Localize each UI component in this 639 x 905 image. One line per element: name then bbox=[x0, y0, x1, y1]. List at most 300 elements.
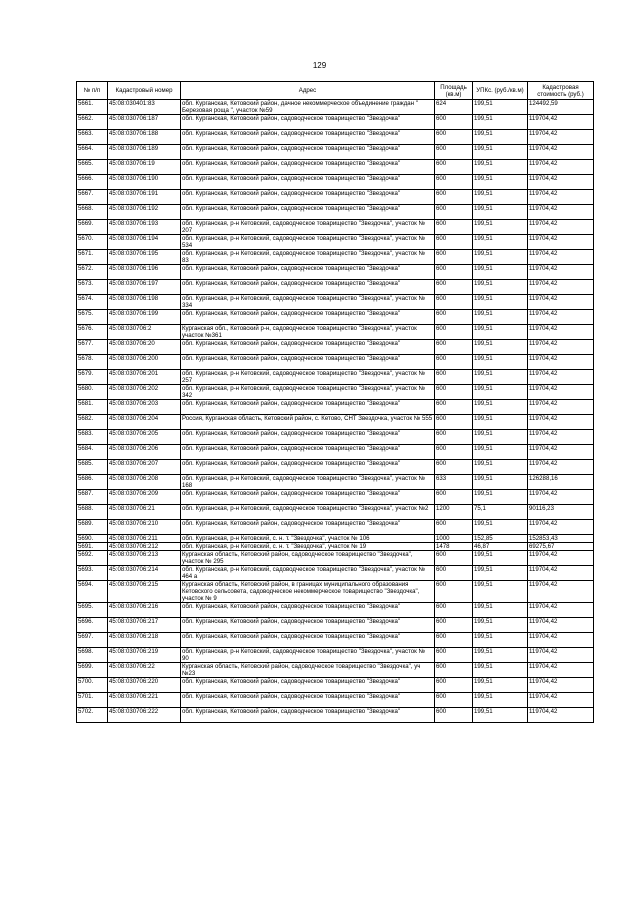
cell-cadastral-number: 45:08:030706:217 bbox=[108, 618, 181, 633]
cell-cadastral-number: 45:08:030706:187 bbox=[108, 115, 181, 130]
cell-area: 600 bbox=[435, 460, 473, 475]
cell-upks-value: 199,51 bbox=[473, 370, 528, 385]
cell-row-number: 5664. bbox=[77, 145, 108, 160]
table-row bbox=[77, 205, 594, 220]
cell-address: обл. Курганская, р-н Кетовский, садоводческое товарищество "Звездочка", участок № 464 а bbox=[181, 566, 435, 581]
cell-cadastral-cost: 119704,42 bbox=[528, 430, 594, 445]
cell-area: 633 bbox=[435, 475, 473, 490]
cell-upks-value: 199,51 bbox=[473, 490, 528, 505]
cell-upks-value: 199,51 bbox=[473, 205, 528, 220]
cell-address: обл. Курганская, р-н Кетовский, садоводческое товарищество "Звездочка", участок № 90 bbox=[181, 648, 435, 663]
header-area: Площадь (кв.м) bbox=[435, 82, 473, 100]
cell-row-number: 5685. bbox=[77, 460, 108, 475]
cell-address: обл. Курганская, р-н Кетовский, садоводческое товарищество "Звездочка", участок №2 bbox=[181, 505, 435, 520]
cell-upks-value: 199,51 bbox=[473, 145, 528, 160]
cell-row-number: 5684. bbox=[77, 445, 108, 460]
cell-address: обл. Курганская, Кетовский район, садоводческое товарищество "Звездочка" bbox=[181, 160, 435, 175]
cell-upks-value: 199,51 bbox=[473, 340, 528, 355]
table-row bbox=[77, 400, 594, 415]
cell-cadastral-cost: 119704,42 bbox=[528, 130, 594, 145]
table-row bbox=[77, 460, 594, 475]
cell-upks-value: 199,51 bbox=[473, 190, 528, 205]
cell-address: обл. Курганская, Кетовский район, дачное некоммерческое объединение граждан " Березовая роща ", участок №59 bbox=[181, 100, 435, 115]
cell-area: 600 bbox=[435, 566, 473, 581]
cell-row-number: 5670. bbox=[77, 235, 108, 250]
cell-row-number: 5698. bbox=[77, 648, 108, 663]
cell-cadastral-number: 45:08:030706:206 bbox=[108, 445, 181, 460]
cell-area: 600 bbox=[435, 618, 473, 633]
cell-cadastral-cost: 152853,43 bbox=[528, 535, 594, 543]
cell-address: обл. Курганская, Кетовский район, садоводческое товарищество "Звездочка" bbox=[181, 310, 435, 325]
table-row bbox=[77, 633, 594, 648]
cell-area: 600 bbox=[435, 295, 473, 310]
cell-upks-value: 199,51 bbox=[473, 663, 528, 678]
cell-cadastral-number: 45:08:030706:198 bbox=[108, 295, 181, 310]
table-row bbox=[77, 235, 594, 250]
table-row bbox=[77, 678, 594, 693]
table-row bbox=[77, 663, 594, 678]
cell-cadastral-number: 45:08:030706:192 bbox=[108, 205, 181, 220]
table-row bbox=[77, 145, 594, 160]
cell-cadastral-cost: 119704,42 bbox=[528, 663, 594, 678]
cell-cadastral-number: 45:08:030706:222 bbox=[108, 708, 181, 723]
cell-area: 600 bbox=[435, 385, 473, 400]
cell-cadastral-cost: 119704,42 bbox=[528, 355, 594, 370]
cell-cadastral-number: 45:08:030706:199 bbox=[108, 310, 181, 325]
cell-cadastral-number: 45:08:030706:196 bbox=[108, 265, 181, 280]
cell-area: 600 bbox=[435, 415, 473, 430]
cell-area: 600 bbox=[435, 355, 473, 370]
cell-area: 600 bbox=[435, 648, 473, 663]
cell-address: обл. Курганская, Кетовский район, садоводческое товарищество "Звездочка" bbox=[181, 460, 435, 475]
cell-cadastral-cost: 119704,42 bbox=[528, 145, 594, 160]
cell-address: обл. Курганская, Кетовский район, садоводческое товарищество "Звездочка" bbox=[181, 190, 435, 205]
table-row bbox=[77, 445, 594, 460]
cell-row-number: 5699. bbox=[77, 663, 108, 678]
cell-upks-value: 199,51 bbox=[473, 678, 528, 693]
header-number: № п/п bbox=[77, 82, 108, 100]
table-row bbox=[77, 250, 594, 265]
table-row bbox=[77, 535, 594, 543]
cell-row-number: 5678. bbox=[77, 355, 108, 370]
table-row bbox=[77, 475, 594, 490]
cell-area: 600 bbox=[435, 190, 473, 205]
cell-cadastral-number: 45:08:030706:210 bbox=[108, 520, 181, 535]
cell-area: 600 bbox=[435, 175, 473, 190]
cell-cadastral-cost: 119704,42 bbox=[528, 190, 594, 205]
cell-cadastral-number: 45:08:030706:195 bbox=[108, 250, 181, 265]
cell-area: 600 bbox=[435, 633, 473, 648]
cell-cadastral-number: 45:08:030706:2 bbox=[108, 325, 181, 340]
cell-cadastral-number: 45:08:030706:205 bbox=[108, 430, 181, 445]
cell-row-number: 5661. bbox=[77, 100, 108, 115]
cell-address: Курганская область, Кетовский район, в границах муниципального образования Кетовского сельсовета, садоводческое некоммерческое товарищество "Звездочка", участок № 9 bbox=[181, 581, 435, 603]
cell-row-number: 5681. bbox=[77, 400, 108, 415]
cell-address: обл. Курганская, Кетовский район, садоводческое товарищество "Звездочка" bbox=[181, 340, 435, 355]
cell-cadastral-cost: 124492,59 bbox=[528, 100, 594, 115]
cell-row-number: 5694. bbox=[77, 581, 108, 603]
cell-area: 600 bbox=[435, 603, 473, 618]
cell-address: обл. Курганская, Кетовский район, садоводческое товарищество "Звездочка" bbox=[181, 490, 435, 505]
cell-cadastral-cost: 119704,42 bbox=[528, 115, 594, 130]
table-row bbox=[77, 100, 594, 115]
table-row bbox=[77, 355, 594, 370]
cell-row-number: 5673. bbox=[77, 280, 108, 295]
cell-address: обл. Курганская, р-н Кетовский, садоводческое товарищество "Звездочка", участок № 207 bbox=[181, 220, 435, 235]
cell-upks-value: 199,51 bbox=[473, 603, 528, 618]
cell-cadastral-cost: 119704,42 bbox=[528, 415, 594, 430]
cell-cadastral-number: 45:08:030706:221 bbox=[108, 693, 181, 708]
cell-address: обл. Курганская, Кетовский район, садоводческое товарищество "Звездочка" bbox=[181, 175, 435, 190]
cell-area: 1478 bbox=[435, 543, 473, 551]
cell-address: обл. Курганская, Кетовский район, садоводческое товарищество "Звездочка" bbox=[181, 430, 435, 445]
cell-area: 600 bbox=[435, 250, 473, 265]
cell-cadastral-cost: 119704,42 bbox=[528, 445, 594, 460]
header-cadastral-number: Кадастровый номер bbox=[108, 82, 181, 100]
cell-cadastral-cost: 119704,42 bbox=[528, 460, 594, 475]
table-row bbox=[77, 385, 594, 400]
cell-cadastral-cost: 119704,42 bbox=[528, 551, 594, 566]
table-row bbox=[77, 115, 594, 130]
table-row bbox=[77, 130, 594, 145]
cell-cadastral-cost: 119704,42 bbox=[528, 633, 594, 648]
cell-cadastral-number: 45:08:030706:201 bbox=[108, 370, 181, 385]
cell-upks-value: 199,51 bbox=[473, 618, 528, 633]
table-header-row bbox=[77, 82, 594, 100]
cell-area: 600 bbox=[435, 445, 473, 460]
cell-cadastral-cost: 119704,42 bbox=[528, 400, 594, 415]
cell-row-number: 5700. bbox=[77, 678, 108, 693]
cell-address: обл. Курганская, Кетовский район, садоводческое товарищество "Звездочка" bbox=[181, 265, 435, 280]
cell-area: 600 bbox=[435, 205, 473, 220]
cell-upks-value: 75,1 bbox=[473, 505, 528, 520]
cell-row-number: 5690. bbox=[77, 535, 108, 543]
cell-upks-value: 199,51 bbox=[473, 445, 528, 460]
table-row bbox=[77, 520, 594, 535]
cell-upks-value: 199,51 bbox=[473, 520, 528, 535]
cell-address: обл. Курганская, Кетовский район, садоводческое товарищество "Звездочка" bbox=[181, 520, 435, 535]
cell-area: 600 bbox=[435, 115, 473, 130]
cell-upks-value: 199,51 bbox=[473, 385, 528, 400]
cell-row-number: 5687. bbox=[77, 490, 108, 505]
cell-cadastral-cost: 90116,23 bbox=[528, 505, 594, 520]
table-row bbox=[77, 566, 594, 581]
cell-area: 600 bbox=[435, 265, 473, 280]
cell-cadastral-cost: 119704,42 bbox=[528, 618, 594, 633]
cell-row-number: 5674. bbox=[77, 295, 108, 310]
table-row bbox=[77, 325, 594, 340]
cell-cadastral-number: 45:08:030706:209 bbox=[108, 490, 181, 505]
cell-row-number: 5666. bbox=[77, 175, 108, 190]
table-row bbox=[77, 160, 594, 175]
cell-address: обл. Курганская, Кетовский район, садоводческое товарищество "Звездочка" bbox=[181, 130, 435, 145]
cell-area: 600 bbox=[435, 220, 473, 235]
cell-address: обл. Курганская, Кетовский район, садоводческое товарищество "Звездочка" bbox=[181, 445, 435, 460]
cell-cadastral-cost: 119704,42 bbox=[528, 648, 594, 663]
cell-upks-value: 199,51 bbox=[473, 130, 528, 145]
table-row bbox=[77, 551, 594, 566]
table-row bbox=[77, 295, 594, 310]
cell-row-number: 5677. bbox=[77, 340, 108, 355]
cell-row-number: 5675. bbox=[77, 310, 108, 325]
cell-area: 600 bbox=[435, 551, 473, 566]
cell-area: 600 bbox=[435, 160, 473, 175]
cell-upks-value: 199,51 bbox=[473, 115, 528, 130]
cell-row-number: 5688. bbox=[77, 505, 108, 520]
cell-area: 600 bbox=[435, 340, 473, 355]
cell-row-number: 5693. bbox=[77, 566, 108, 581]
cell-upks-value: 199,51 bbox=[473, 100, 528, 115]
cell-row-number: 5668. bbox=[77, 205, 108, 220]
header-address: Адрес bbox=[181, 82, 435, 100]
cell-upks-value: 152,85 bbox=[473, 535, 528, 543]
table-row bbox=[77, 415, 594, 430]
cell-address: обл. Курганская, р-н Кетовский, садоводческое товарищество "Звездочка", участок № 168 bbox=[181, 475, 435, 490]
cell-upks-value: 199,51 bbox=[473, 415, 528, 430]
cell-address: Курганская обл., Кетовский р-н, садоводческое товарищество "Звездочка", участок участок №361 bbox=[181, 325, 435, 340]
cell-cadastral-number: 45:08:030401:83 bbox=[108, 100, 181, 115]
cell-row-number: 5682. bbox=[77, 415, 108, 430]
cell-row-number: 5692. bbox=[77, 551, 108, 566]
cell-cadastral-number: 45:08:030706:193 bbox=[108, 220, 181, 235]
table-row bbox=[77, 693, 594, 708]
cell-address: обл. Курганская, Кетовский район, садоводческое товарищество "Звездочка" bbox=[181, 678, 435, 693]
cell-upks-value: 199,51 bbox=[473, 460, 528, 475]
cell-row-number: 5665. bbox=[77, 160, 108, 175]
cell-upks-value: 199,51 bbox=[473, 355, 528, 370]
cell-upks-value: 199,51 bbox=[473, 250, 528, 265]
cell-area: 600 bbox=[435, 145, 473, 160]
cell-area: 600 bbox=[435, 581, 473, 603]
table-row bbox=[77, 280, 594, 295]
cell-cadastral-cost: 69275,67 bbox=[528, 543, 594, 551]
cell-area: 600 bbox=[435, 400, 473, 415]
cell-row-number: 5696. bbox=[77, 618, 108, 633]
cell-upks-value: 199,51 bbox=[473, 325, 528, 340]
cell-upks-value: 199,51 bbox=[473, 295, 528, 310]
cell-upks-value: 199,51 bbox=[473, 708, 528, 723]
table-row bbox=[77, 265, 594, 280]
cell-cadastral-number: 45:08:030706:220 bbox=[108, 678, 181, 693]
cell-upks-value: 199,51 bbox=[473, 235, 528, 250]
cell-cadastral-cost: 119704,42 bbox=[528, 250, 594, 265]
table-row bbox=[77, 340, 594, 355]
cell-row-number: 5662. bbox=[77, 115, 108, 130]
cell-cadastral-number: 45:08:030706:20 bbox=[108, 340, 181, 355]
cell-address: обл. Курганская, р-н Кетовский, садоводческое товарищество "Звездочка", участок № 83 bbox=[181, 250, 435, 265]
cell-area: 600 bbox=[435, 280, 473, 295]
cell-cadastral-cost: 126288,16 bbox=[528, 475, 594, 490]
cell-cadastral-cost: 119704,42 bbox=[528, 220, 594, 235]
cell-cadastral-number: 45:08:030706:215 bbox=[108, 581, 181, 603]
cell-row-number: 5691. bbox=[77, 543, 108, 551]
cell-cadastral-cost: 119704,42 bbox=[528, 280, 594, 295]
cell-area: 624 bbox=[435, 100, 473, 115]
cell-area: 600 bbox=[435, 235, 473, 250]
cell-area: 600 bbox=[435, 678, 473, 693]
cell-area: 1200 bbox=[435, 505, 473, 520]
cell-area: 600 bbox=[435, 310, 473, 325]
cell-row-number: 5686. bbox=[77, 475, 108, 490]
cell-area: 600 bbox=[435, 490, 473, 505]
cell-address: обл. Курганская, р-н Кетовский, садоводческое товарищество "Звездочка", участок № 534 bbox=[181, 235, 435, 250]
cell-cadastral-cost: 119704,42 bbox=[528, 490, 594, 505]
cell-upks-value: 199,51 bbox=[473, 175, 528, 190]
cell-address: обл. Курганская, Кетовский район, садоводческое товарищество "Звездочка" bbox=[181, 633, 435, 648]
cell-cadastral-cost: 119704,42 bbox=[528, 265, 594, 280]
table-row bbox=[77, 618, 594, 633]
cell-address: обл. Курганская, р-н Кетовский, садоводческое товарищество "Звездочка", участок № 334 bbox=[181, 295, 435, 310]
cell-row-number: 5689. bbox=[77, 520, 108, 535]
table-row bbox=[77, 370, 594, 385]
cell-cadastral-cost: 119704,42 bbox=[528, 160, 594, 175]
cell-cadastral-cost: 119704,42 bbox=[528, 310, 594, 325]
cell-address: обл. Курганская, Кетовский район, садоводческое товарищество "Звездочка" bbox=[181, 355, 435, 370]
cell-cadastral-number: 45:08:030706:216 bbox=[108, 603, 181, 618]
cell-address: обл. Курганская, Кетовский район, садоводческое товарищество "Звездочка" bbox=[181, 205, 435, 220]
cell-cadastral-number: 45:08:030706:188 bbox=[108, 130, 181, 145]
cell-row-number: 5702. bbox=[77, 708, 108, 723]
table-row bbox=[77, 310, 594, 325]
cell-cadastral-number: 45:08:030706:207 bbox=[108, 460, 181, 475]
cell-row-number: 5697. bbox=[77, 633, 108, 648]
cell-cadastral-number: 45:08:030706:214 bbox=[108, 566, 181, 581]
cell-area: 600 bbox=[435, 693, 473, 708]
table-row bbox=[77, 708, 594, 723]
cell-upks-value: 199,51 bbox=[473, 400, 528, 415]
cell-row-number: 5672. bbox=[77, 265, 108, 280]
cell-cadastral-number: 45:08:030706:190 bbox=[108, 175, 181, 190]
cell-address: обл. Курганская, Кетовский район, садоводческое товарищество "Звездочка" bbox=[181, 708, 435, 723]
table-row bbox=[77, 490, 594, 505]
cell-cadastral-number: 45:08:030706:208 bbox=[108, 475, 181, 490]
cell-cadastral-cost: 119704,42 bbox=[528, 520, 594, 535]
cell-row-number: 5667. bbox=[77, 190, 108, 205]
cell-upks-value: 199,51 bbox=[473, 475, 528, 490]
cell-cadastral-cost: 119704,42 bbox=[528, 340, 594, 355]
cell-area: 1000 bbox=[435, 535, 473, 543]
table-row bbox=[77, 648, 594, 663]
cell-cadastral-cost: 119704,42 bbox=[528, 708, 594, 723]
cell-row-number: 5679. bbox=[77, 370, 108, 385]
cell-upks-value: 199,51 bbox=[473, 265, 528, 280]
cell-address: обл. Курганская, Кетовский район, садоводческое товарищество "Звездочка" bbox=[181, 400, 435, 415]
cell-cadastral-number: 45:08:030706:21 bbox=[108, 505, 181, 520]
cell-cadastral-number: 45:08:030706:202 bbox=[108, 385, 181, 400]
cell-area: 600 bbox=[435, 325, 473, 340]
cell-cadastral-cost: 119704,42 bbox=[528, 603, 594, 618]
cell-cadastral-number: 45:08:030706:22 bbox=[108, 663, 181, 678]
cell-area: 600 bbox=[435, 130, 473, 145]
cell-cadastral-number: 45:08:030706:219 bbox=[108, 648, 181, 663]
cell-upks-value: 199,51 bbox=[473, 581, 528, 603]
cell-cadastral-number: 45:08:030706:204 bbox=[108, 415, 181, 430]
cell-upks-value: 199,51 bbox=[473, 633, 528, 648]
cell-cadastral-number: 45:08:030706:213 bbox=[108, 551, 181, 566]
table-row bbox=[77, 220, 594, 235]
cell-cadastral-cost: 119704,42 bbox=[528, 693, 594, 708]
cell-upks-value: 199,51 bbox=[473, 280, 528, 295]
cell-cadastral-cost: 119704,42 bbox=[528, 385, 594, 400]
cell-upks-value: 199,51 bbox=[473, 648, 528, 663]
cell-cadastral-number: 45:08:030706:203 bbox=[108, 400, 181, 415]
cell-upks-value: 199,51 bbox=[473, 310, 528, 325]
cell-address: обл. Курганская, р-н Кетовский, садоводческое товарищество "Звездочка", участок № 342 bbox=[181, 385, 435, 400]
cell-cadastral-number: 45:08:030706:200 bbox=[108, 355, 181, 370]
cell-upks-value: 199,51 bbox=[473, 551, 528, 566]
page-number: 129 bbox=[312, 61, 327, 70]
cell-address: обл. Курганская, Кетовский район, садоводческое товарищество "Звездочка" bbox=[181, 145, 435, 160]
cell-row-number: 5669. bbox=[77, 220, 108, 235]
cell-row-number: 5671. bbox=[77, 250, 108, 265]
cell-row-number: 5683. bbox=[77, 430, 108, 445]
cell-cadastral-cost: 119704,42 bbox=[528, 581, 594, 603]
table-row bbox=[77, 430, 594, 445]
cell-address: Россия, Курганская область, Кетовский район, с. Кетово, СНТ Звездочка, участок № 555 bbox=[181, 415, 435, 430]
table-row bbox=[77, 190, 594, 205]
cell-upks-value: 199,51 bbox=[473, 430, 528, 445]
cell-area: 600 bbox=[435, 370, 473, 385]
cell-cadastral-number: 45:08:030706:189 bbox=[108, 145, 181, 160]
table-row bbox=[77, 175, 594, 190]
cell-cadastral-cost: 119704,42 bbox=[528, 678, 594, 693]
cell-cadastral-number: 45:08:030706:197 bbox=[108, 280, 181, 295]
cell-upks-value: 46,87 bbox=[473, 543, 528, 551]
cell-cadastral-cost: 119704,42 bbox=[528, 205, 594, 220]
cadastral-table bbox=[76, 81, 594, 723]
cell-address: обл. Курганская, Кетовский район, садоводческое товарищество "Звездочка" bbox=[181, 693, 435, 708]
table-body bbox=[77, 100, 594, 723]
cell-upks-value: 199,51 bbox=[473, 220, 528, 235]
cell-address: обл. Курганская, р-н Кетовский, садоводческое товарищество "Звездочка", участок № 257 bbox=[181, 370, 435, 385]
table-row bbox=[77, 543, 594, 551]
cell-cadastral-cost: 119704,42 bbox=[528, 295, 594, 310]
cell-address: обл. Курганская, р-н Кетовский, с. н. т. "Звездочка", участок № 106 bbox=[181, 535, 435, 543]
cell-cadastral-number: 45:08:030706:19 bbox=[108, 160, 181, 175]
table-row bbox=[77, 581, 594, 603]
cell-address: обл. Курганская, Кетовский район, садоводческое товарищество "Звездочка" bbox=[181, 603, 435, 618]
cell-cadastral-number: 45:08:030706:211 bbox=[108, 535, 181, 543]
cell-row-number: 5695. bbox=[77, 603, 108, 618]
cell-cadastral-cost: 119704,42 bbox=[528, 175, 594, 190]
cell-cadastral-number: 45:08:030706:194 bbox=[108, 235, 181, 250]
cell-cadastral-cost: 119704,42 bbox=[528, 235, 594, 250]
cell-cadastral-cost: 119704,42 bbox=[528, 325, 594, 340]
header-cadastral-cost: Кадастровая стоимость (руб.) bbox=[528, 82, 594, 100]
cell-upks-value: 199,51 bbox=[473, 693, 528, 708]
cell-area: 600 bbox=[435, 663, 473, 678]
cell-row-number: 5701. bbox=[77, 693, 108, 708]
cell-area: 600 bbox=[435, 520, 473, 535]
table-row bbox=[77, 505, 594, 520]
cell-address: Курганская область, Кетовский район, садоводческое товарищество "Звездочка", уч №23 bbox=[181, 663, 435, 678]
cell-address: обл. Курганская, Кетовский район, садоводческое товарищество "Звездочка" bbox=[181, 618, 435, 633]
cell-address: Курганская область, Кетовский район, садоводческое товарищество "Звездочка", участок № 295 bbox=[181, 551, 435, 566]
cell-cadastral-cost: 119704,42 bbox=[528, 370, 594, 385]
cell-row-number: 5676. bbox=[77, 325, 108, 340]
cell-address: обл. Курганская, р-н Кетовский, с. н. т. "Звездочка", участок № 19 bbox=[181, 543, 435, 551]
cell-cadastral-number: 45:08:030706:212 bbox=[108, 543, 181, 551]
table-row bbox=[77, 603, 594, 618]
cell-area: 600 bbox=[435, 708, 473, 723]
cell-cadastral-number: 45:08:030706:191 bbox=[108, 190, 181, 205]
cell-row-number: 5663. bbox=[77, 130, 108, 145]
cell-upks-value: 199,51 bbox=[473, 566, 528, 581]
cell-area: 600 bbox=[435, 430, 473, 445]
cell-address: обл. Курганская, Кетовский район, садоводческое товарищество "Звездочка" bbox=[181, 280, 435, 295]
cell-upks-value: 199,51 bbox=[473, 160, 528, 175]
cell-cadastral-cost: 119704,42 bbox=[528, 566, 594, 581]
